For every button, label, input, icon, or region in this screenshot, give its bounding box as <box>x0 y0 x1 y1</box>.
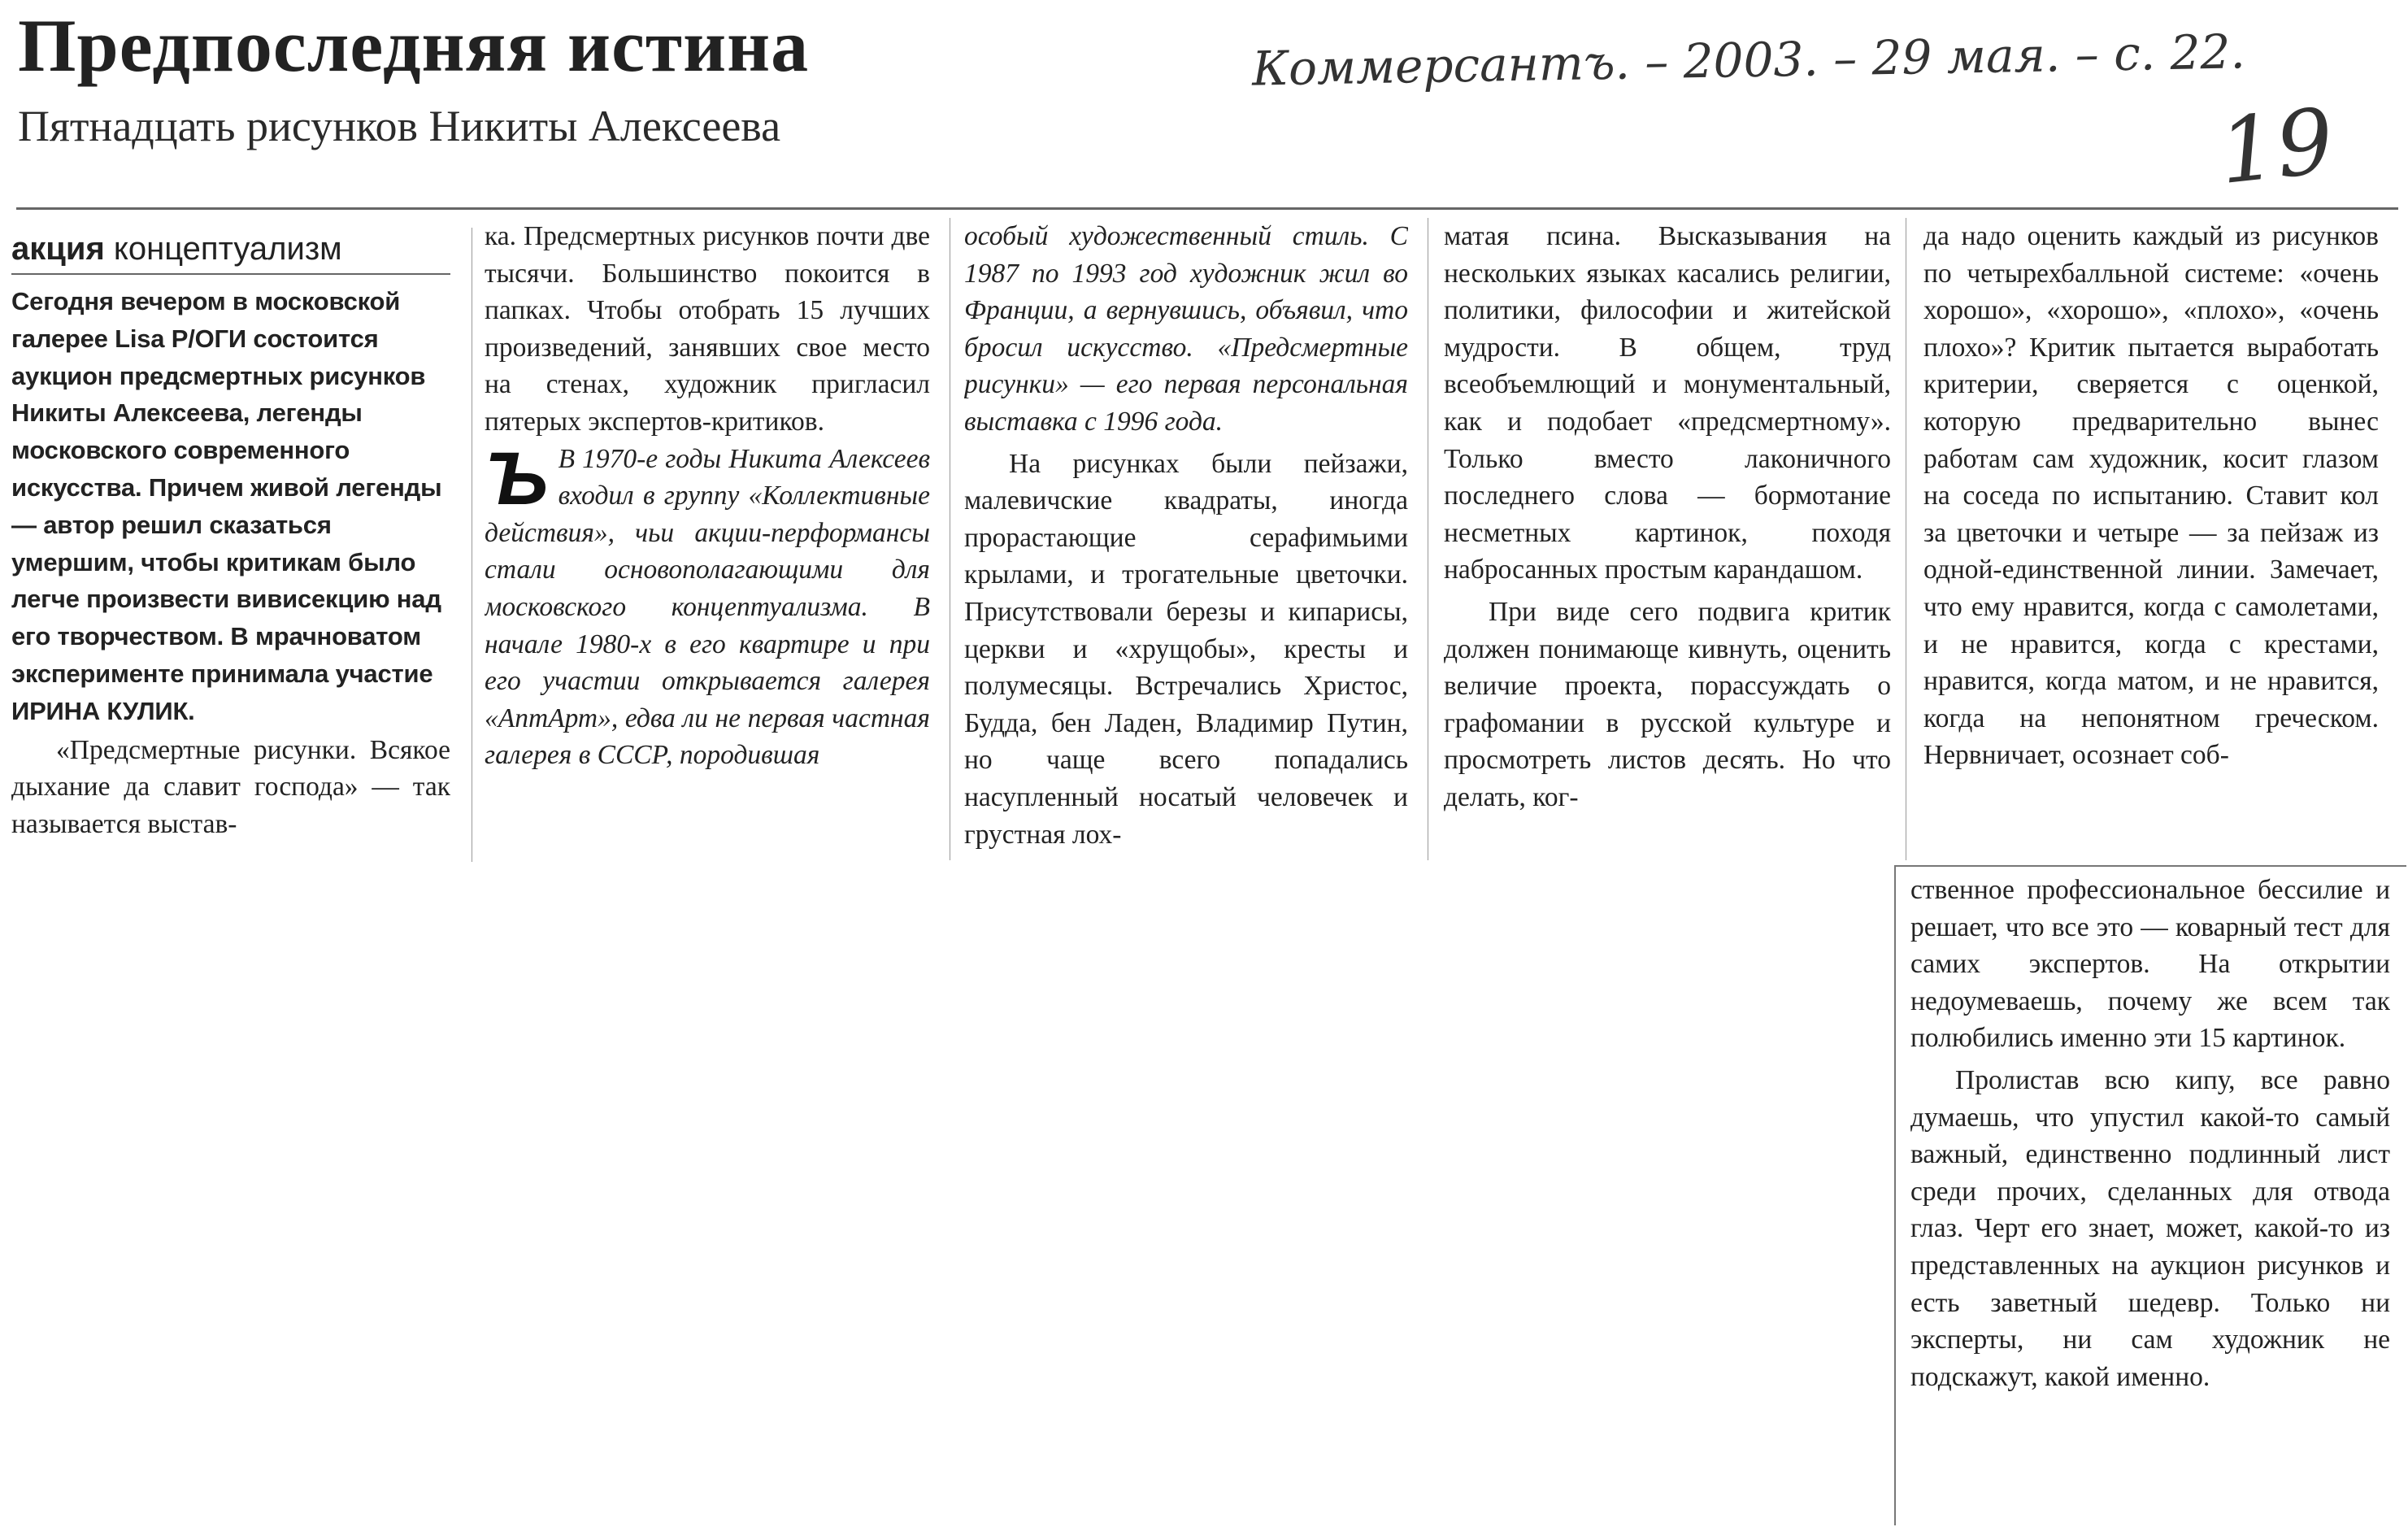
body-paragraph: ка. Предсмертных рисунков почти две тысячи. Большинство покоится в папках. Чтобы отобрать 15 лучших произведений, занявших свое место на стенах, художник пригласил пятерых экспертов-критиков. <box>485 221 930 437</box>
body-paragraph: На рисунках были пейзажи, малевичские квадраты, иногда прорастающие серафимьими крылами, и трогательные цветочки. Присутствовали березы и кипарисы, церкви и «хрущобы», кресты и полумесяцы. Встречались Христос, Будда, бен Ладен, Владимир Путин, но чаще всего попадались насупленный носатый человечек и грустная лох- <box>964 448 1408 850</box>
body-paragraph: матая псина. Высказывания на нескольких языках касались религии, политики, философии и житейской мудрости. В общем, труд всеобъемлющий и монументальный, как и подобает «предсмертному». Только вместо лаконичного последнего слова — бормотание несметных картинок, походя набросанных простым карандашом. <box>1444 221 1891 585</box>
body-paragraph: «Предсмертные рисунки. Всякое дыхание да славит господа» — так называется выстав- <box>11 734 450 839</box>
handwritten-source-note: Коммерсантъ. – 2003. – 29 мая. – с. 22. <box>1251 24 2246 97</box>
column-4 <box>1444 218 1891 860</box>
body-paragraph: При виде сего подвига критик должен понимающе кивнуть, оценить величие проекта, порассуждать о графомании в русской культуре и просмотреть листов десять. Но что делать, ког- <box>1444 596 1891 812</box>
header-divider <box>16 207 2398 210</box>
rubric-divider <box>11 273 450 275</box>
rubric <box>11 228 450 270</box>
bio-paragraph: особый художественный стиль. С 1987 по 1993 год художник жил во Франции, а вернувшись, объявил, что бросил искусство. «Предсмертные рисунки» — его первая персональная выставка с 1996 года. <box>964 221 1408 437</box>
column-2 <box>485 218 930 860</box>
bio-paragraph <box>485 437 930 774</box>
drop-initial: Ъ <box>485 437 549 520</box>
lead-text: Сегодня вечером в московской галерее Lisa Р/ОГИ состоится аукцион предсмертных рисунков Никиты Алексеева, легенды московского современного искусства. Причем живой легенды — автор решил сказаться умершим, чтобы критикам было легче произвести вивисекцию над его творчеством. В мрачноватом эксперименте принимала участие <box>11 287 442 688</box>
rubric-topic: концептуализм <box>113 231 342 267</box>
body-paragraph: Пролистав всю кипу, все равно думаешь, что упустил какой-то самый важный, единственно подлинный лист среди прочих, сделанных для отвода глаз. Черт его знает, может, какой-то из представленных на аукцион рисунков и есть заветный шедевр. Только ни эксперты, ни сам художник не подскажут, какой именно. <box>1910 1064 2390 1392</box>
lead-author: ИРИНА КУЛИК. <box>11 696 195 725</box>
body-paragraph: ственное профессиональное бессилие и решает, что все это — коварный тест для самих экспертов. На открытии недоумеваешь, почему же всем так полюбились именно эти 15 картинок. <box>1910 875 2390 1054</box>
body-paragraph: да надо оценить каждый из рисунков по четырехбалльной системе: «очень хорошо», «хорошо», «плохо», «очень плохо»? Критик пытается выработать критерии, сверяется с оценкой, которую предварительно вынес работам сам художник, косит глазом на соседа по испытанию. Ставит кол за цветочки и четыре — за пейзаж из одной-единственной линии. Замечает, что ему нравится, когда с самолетами, и не нравится, когда с крестами, нравится, когда матом, и не нравится, когда на непонятном греческом. Нервничает, осознает соб- <box>1923 221 2379 771</box>
column-6-continuation <box>1910 872 2390 1522</box>
column-5 <box>1923 218 2379 860</box>
bio-text: В 1970-е годы Никита Алексеев входил в группу «Коллективные действия», чьи акции-перформансы стали основополагающими для московского концептуализма. В начале 1980-х в его квартире и при его участии открывается галерея «АптАрт», едва ли не первая частная галерея в СССР, породившая <box>485 443 930 771</box>
handwritten-page-mark: 19 <box>2214 89 2339 204</box>
lead-paragraph <box>11 283 450 730</box>
rubric-section: акция <box>11 231 105 267</box>
column-1 <box>11 228 450 846</box>
headline: Предпоследняя истина <box>18 4 810 87</box>
column-3 <box>964 218 1408 860</box>
subheadline: Пятнадцать рисунков Никиты Алексеева <box>18 102 781 150</box>
